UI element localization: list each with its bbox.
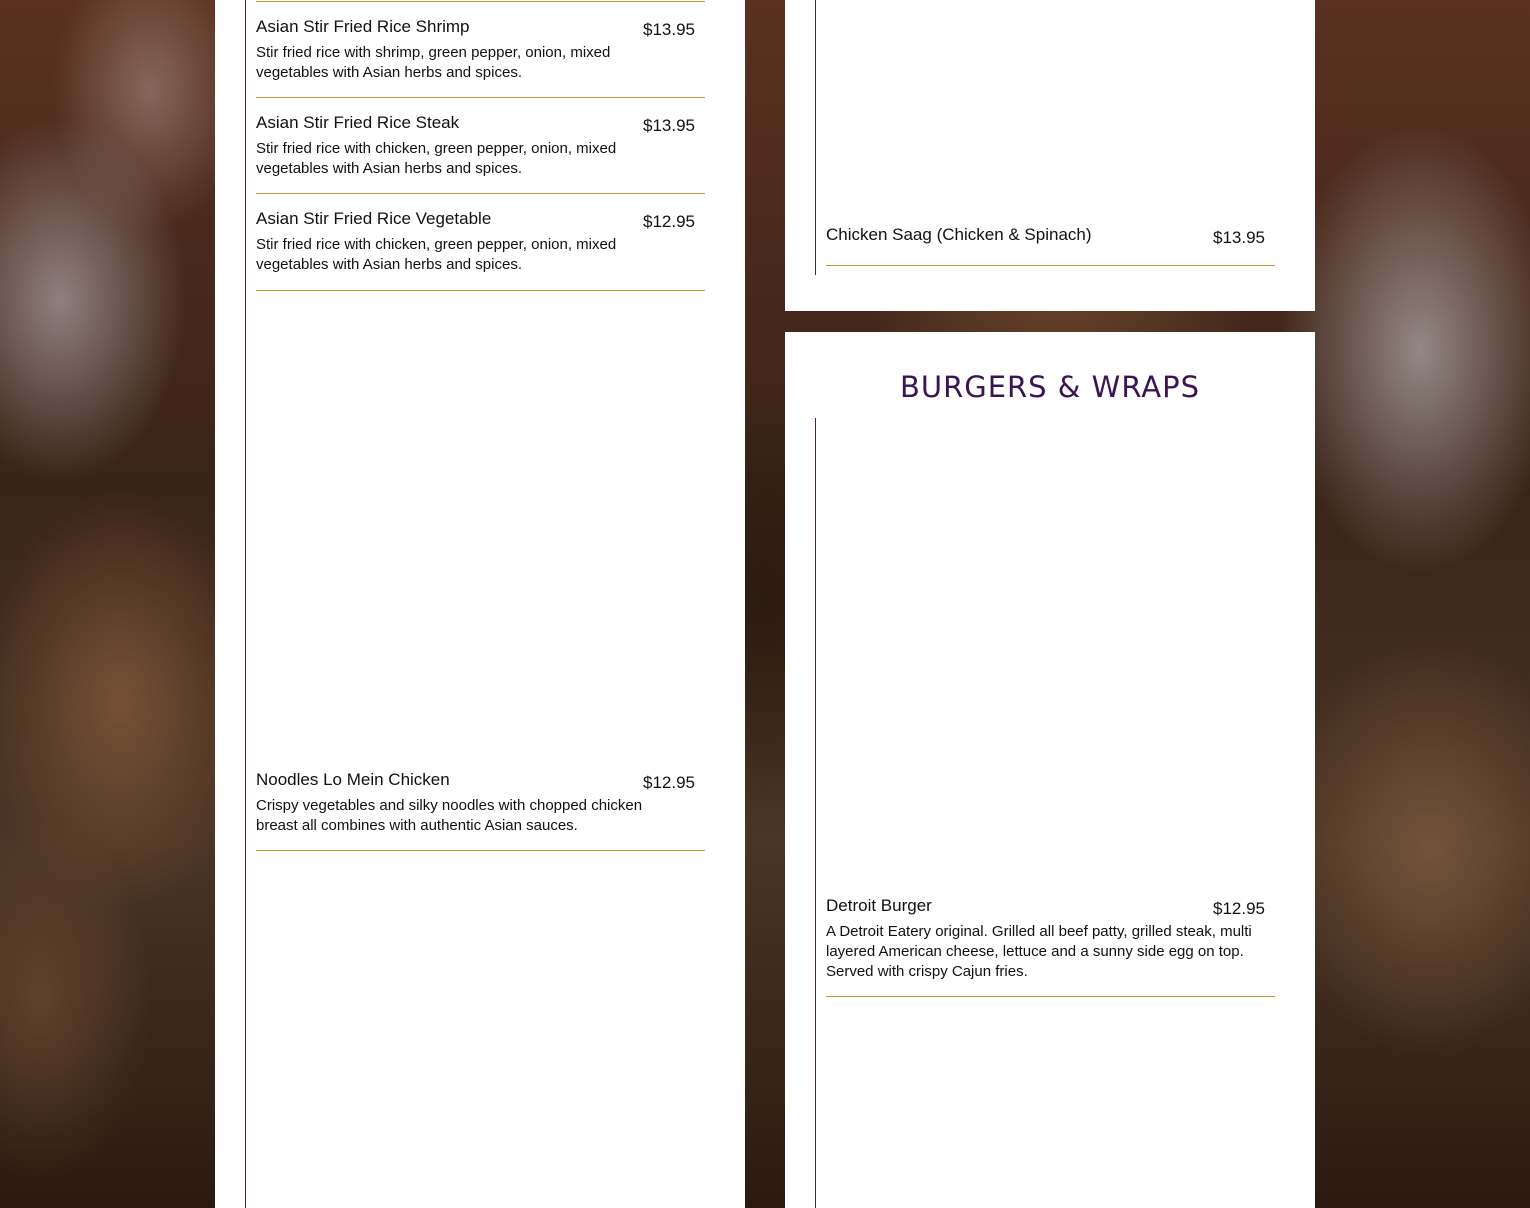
menu-item-name: Noodles Lo Mein Chicken xyxy=(256,770,450,789)
menu-item xyxy=(256,17,705,99)
menu-item-description: A Detroit Eatery original. Grilled all beef patty, grilled steak, multi layered American cheese, lettuce and a sunny side egg on top. Served with crispy Cajun fries. xyxy=(826,923,1252,980)
menu-card-left-border xyxy=(245,0,246,1208)
menu-card-burgers-wraps xyxy=(785,332,1315,1208)
menu-item-price: $12.95 xyxy=(1213,899,1265,918)
menu-item-price: $12.95 xyxy=(643,773,695,792)
menu-item-name: Detroit Burger xyxy=(826,896,932,915)
menu-item-name: Asian Stir Fried Rice Steak xyxy=(256,113,460,132)
menu-item-description: Stir fried rice with chicken, green pepper, onion, mixed vegetables with Asian herbs and spices. xyxy=(256,236,617,273)
menu-item xyxy=(256,770,705,852)
menu-item-divider xyxy=(256,97,705,98)
menu-item xyxy=(256,113,705,195)
menu-item-divider xyxy=(826,996,1275,997)
menu-item-divider xyxy=(256,850,705,851)
menu-card-burgers-border xyxy=(815,418,816,1208)
menu-item-price: $13.95 xyxy=(1213,228,1265,247)
menu-item-name: Asian Stir Fried Rice Vegetable xyxy=(256,209,492,228)
menu-item-description: Stir fried rice with chicken, green pepper, onion, mixed vegetables with Asian herbs and spices. xyxy=(256,140,617,177)
menu-item-price: $12.95 xyxy=(643,212,695,231)
menu-item xyxy=(826,225,1275,267)
menu-item-divider xyxy=(256,290,705,291)
menu-item-price: $13.95 xyxy=(643,116,695,135)
menu-item-description: Stir fried rice with shrimp, green pepper, onion, mixed vegetables with Asian herbs and spices. xyxy=(256,44,611,81)
menu-item-divider xyxy=(256,193,705,194)
menu-card-left xyxy=(215,0,745,1208)
menu-item xyxy=(256,209,705,292)
menu-item-description: Crispy vegetables and silky noodles with chopped chicken breast all combines with authentic Asian sauces. xyxy=(256,797,643,834)
menu-card-right-top-border xyxy=(815,0,816,275)
section-title: BURGERS & WRAPS xyxy=(899,370,1201,404)
menu-item-divider xyxy=(826,265,1275,266)
menu-card-right-top xyxy=(785,0,1315,311)
menu-item-price: $13.95 xyxy=(643,20,695,39)
menu-item-name: Asian Stir Fried Rice Shrimp xyxy=(256,17,470,36)
divider-top xyxy=(256,1,705,2)
menu-item-name: Chicken Saag (Chicken & Spinach) xyxy=(826,225,1092,244)
menu-item xyxy=(826,896,1275,998)
